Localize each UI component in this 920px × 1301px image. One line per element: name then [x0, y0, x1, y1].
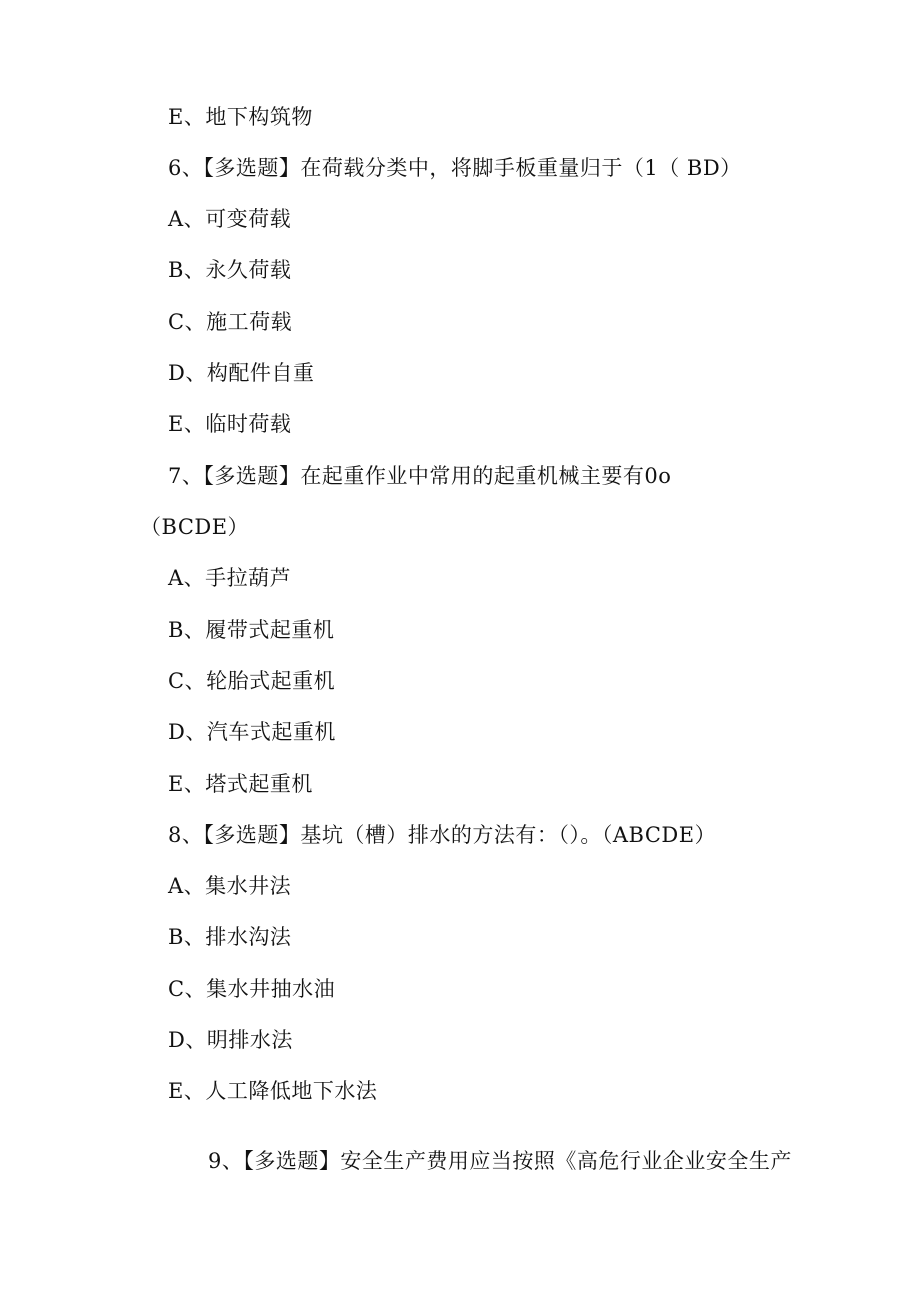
question-6: 6、【多选题】在荷载分类中，将脚手板重量归于（1（ BD）: [168, 156, 742, 180]
option-c-q8: C、集水井抽水油: [168, 977, 336, 1001]
option-c-q6: C、施工荷载: [168, 310, 293, 334]
option-a-q8: A、集水井法: [168, 874, 292, 898]
question-7: 7、【多选题】在起重作业中常用的起重机械主要有0o: [168, 464, 672, 488]
option-e-q6: E、临时荷载: [168, 412, 292, 436]
question-9: 9、【多选题】安全生产费用应当按照《高危行业企业安全生产: [208, 1149, 792, 1173]
option-a-q7: A、手拉葫芦: [168, 566, 292, 590]
option-e-q5: E、地下构筑物: [168, 105, 313, 129]
question-7-answer: （BCDE）: [140, 515, 250, 539]
option-e-q8: E、人工降低地下水法: [168, 1079, 378, 1103]
option-d-q8: D、明排水法: [168, 1028, 293, 1052]
option-e-q7: E、塔式起重机: [168, 772, 313, 796]
option-d-q6: D、构配件自重: [168, 361, 315, 385]
option-b-q6: B、永久荷载: [168, 258, 292, 282]
option-b-q7: B、履带式起重机: [168, 618, 335, 642]
option-c-q7: C、轮胎式起重机: [168, 669, 336, 693]
option-a-q6: A、可变荷载: [168, 207, 292, 231]
option-b-q8: B、排水沟法: [168, 925, 292, 949]
question-8: 8、【多选题】基坑（槽）排水的方法有：（）。（ABCDE）: [168, 823, 717, 847]
option-d-q7: D、汽车式起重机: [168, 720, 336, 744]
